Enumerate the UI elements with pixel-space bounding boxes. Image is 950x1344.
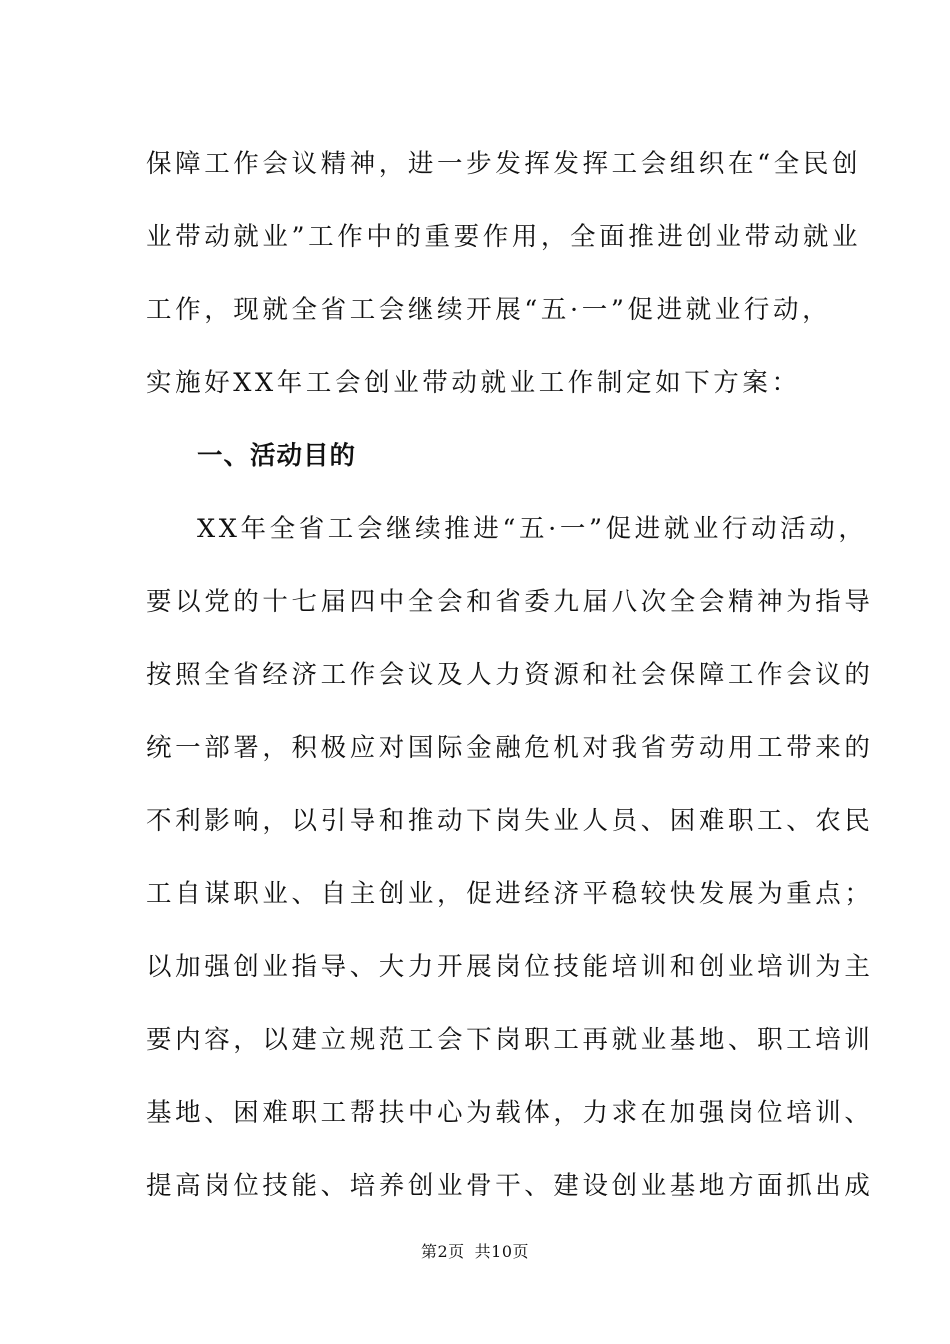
text-line: 工自谋职业、自主创业，促进经济平稳较快发展为重点； [146, 879, 874, 909]
total-pages: 共10页 [474, 1242, 530, 1261]
text-line: XX年全省工会继续推进“五·一”促进就业行动活动， [197, 514, 868, 544]
document-body [146, 128, 874, 1223]
text-line: 工作，现就全省工会继续开展“五·一”促进就业行动， [146, 295, 832, 325]
text-line: 按照全省经济工作会议及人力资源和社会保障工作会议的 [146, 660, 874, 690]
text-line: 基地、困难职工帮扶中心为载体，力求在加强岗位培训、 [146, 1098, 874, 1128]
text-line: 保障工作会议精神，进一步发挥发挥工会组织在“全民创 [146, 149, 862, 179]
section-heading: 一、活动目的 [197, 441, 357, 471]
text-line: 提高岗位技能、培养创业骨干、建设创业基地方面抓出成 [146, 1171, 874, 1201]
text-line: 不利影响，以引导和推动下岗失业人员、困难职工、农民 [146, 806, 874, 836]
text-line: 业带动就业”工作中的重要作用，全面推进创业带动就业 [146, 222, 862, 252]
page-footer [0, 1240, 950, 1264]
text-line: 以加强创业指导、大力开展岗位技能培训和创业培训为主 [146, 952, 874, 982]
text-line: 要内容，以建立规范工会下岗职工再就业基地、职工培训 [146, 1025, 874, 1055]
text-line: 要以党的十七届四中全会和省委九届八次全会精神为指导 [146, 587, 874, 617]
page-number: 第2页 [420, 1242, 465, 1261]
text-line: 实施好XX年工会创业带动就业工作制定如下方案： [146, 368, 801, 398]
text-line: 统一部署，积极应对国际金融危机对我省劳动用工带来的 [146, 733, 874, 763]
